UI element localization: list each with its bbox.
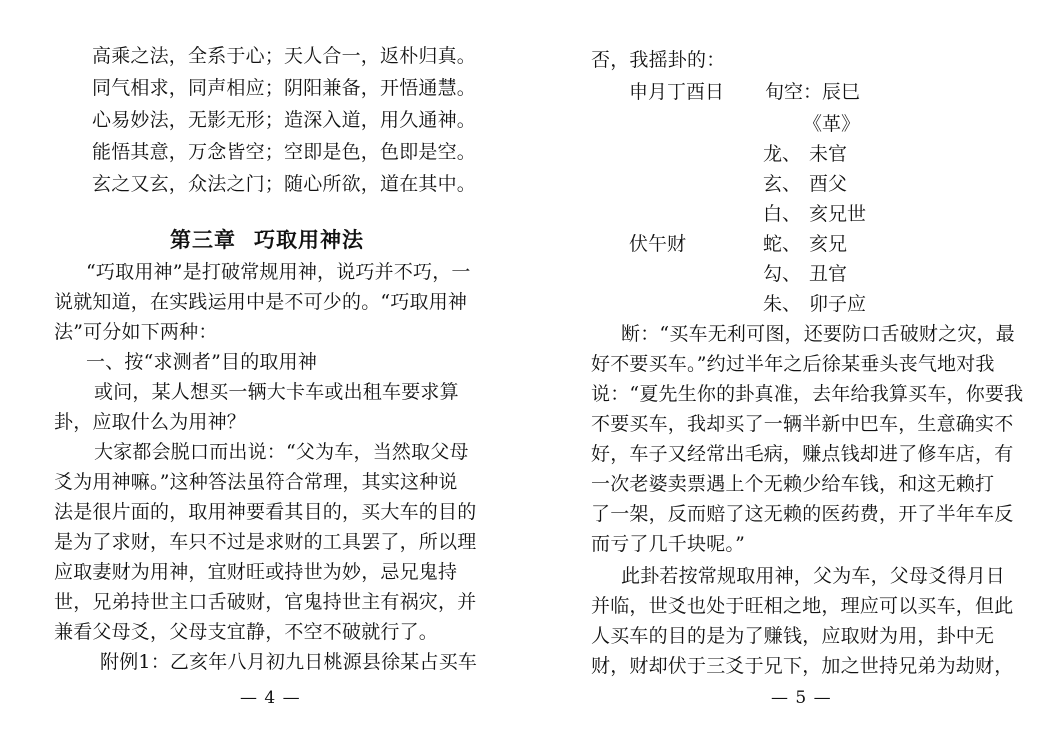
body-line: 是为了求财，车只不过是求财的工具罢了，所以理 [54, 531, 477, 553]
yao-branch: 卯子应 [809, 293, 867, 315]
body-line: 此卦若按常规取用神，父为车，父母爻得月日 [621, 565, 1006, 587]
body-line: 不要买车，我却买了一辆半新中巴车，生意确实不 [591, 413, 1014, 435]
body-line: 说：“夏先生你的卦真准，去年给我算买车，你要我 [591, 383, 1024, 405]
body-line: 兼看父母爻，父母支宜静，不空不破就行了。 [54, 621, 439, 643]
body-line: 或问，某人想买一辆大卡车或出租车要求算 [94, 381, 459, 403]
body-line: 好，车子又经常出毛病，赚点钱却进了修车店，有 [591, 443, 1014, 465]
poem-line: 心易妙法，无影无形；造深入道，用久通神。 [92, 109, 477, 131]
date-label: 申月丁酉日 [629, 81, 725, 103]
section-heading: 一、按“求测者”目的取用神 [86, 351, 318, 373]
body-line: 世，兄弟持世主口舌破财，官鬼持世主有祸灾，并 [54, 591, 477, 613]
example-heading: 附例1：乙亥年八月初九日桃源县徐某占买车 [100, 651, 478, 673]
body-line: 卦，应取什么为用神？ [54, 411, 247, 433]
body-line: “巧取用神”是打破常规用神，说巧并不巧，一 [86, 261, 471, 283]
yao-branch: 亥兄 [809, 233, 848, 255]
body-line: 应取妻财为用神，宜财旺或持世为妙，忌兄鬼持 [54, 561, 458, 583]
yao-spirit: 玄、 [763, 173, 802, 195]
chapter-name: 巧取用神法 [254, 227, 364, 252]
yao-branch: 酉父 [809, 173, 848, 195]
poem-line: 能悟其意，万念皆空；空即是色，色即是空。 [92, 141, 477, 163]
page-number: — 4 — [240, 688, 301, 708]
body-line: 大家都会脱口而出说：“父为车，当然取父母 [94, 441, 469, 463]
hexagram-name: 《革》 [803, 113, 861, 135]
intro-line: 否，我摇卦的： [591, 49, 726, 71]
chapter-number: 第三章 [170, 227, 236, 252]
body-line: 并临，世爻也处于旺相之地，理应可以买车，但此 [591, 595, 1014, 617]
chapter-title [170, 224, 364, 256]
hidden-label: 伏午财 [629, 233, 687, 255]
yao-branch: 亥兄世 [809, 203, 867, 225]
yao-branch: 未官 [809, 143, 848, 165]
yao-branch: 丑官 [809, 263, 848, 285]
body-line: 好不要买车。”约过半年之后徐某垂头丧气地对我 [591, 353, 995, 375]
body-line: 一次老婆卖票遇上个无赖少给车钱，和这无赖打 [591, 473, 995, 495]
body-line: 而亏了几千块呢。” [591, 533, 746, 555]
yao-spirit: 朱、 [763, 293, 802, 315]
right-page [525, 0, 1050, 730]
body-line: 了一架，反而赔了这无赖的医药费，开了半年车反 [591, 503, 1014, 525]
body-line: 法”可分如下两种： [54, 321, 218, 343]
body-line: 断：“买车无利可图，还要防口舌破财之灾，最 [621, 323, 1015, 345]
yao-spirit: 白、 [763, 203, 802, 225]
void-label: 旬空：辰巳 [765, 81, 861, 103]
body-line: 说就知道，在实践运用中是不可少的。“巧取用神 [54, 291, 468, 313]
yao-spirit: 龙、 [763, 143, 802, 165]
page-number: — 5 — [771, 688, 832, 708]
body-line: 爻为用神嘛。”这种答法虽符合常理，其实这种说 [54, 471, 458, 493]
body-line: 财，财却伏于三爻于兄下，加之世持兄弟为劫财， [591, 655, 1014, 677]
poem-line: 玄之又玄，众法之门；随心所欲，道在其中。 [92, 173, 477, 195]
poem-line: 同气相求，同声相应；阴阳兼备，开悟通慧。 [92, 77, 477, 99]
body-line: 法是很片面的，取用神要看其目的，买大车的目的 [54, 501, 477, 523]
yao-spirit: 蛇、 [763, 233, 802, 255]
body-line: 人买车的目的是为了赚钱，应取财为用，卦中无 [591, 625, 995, 647]
yao-spirit: 勾、 [763, 263, 802, 285]
poem-line: 高乘之法，全系于心；天人合一，返朴归真。 [92, 45, 477, 67]
